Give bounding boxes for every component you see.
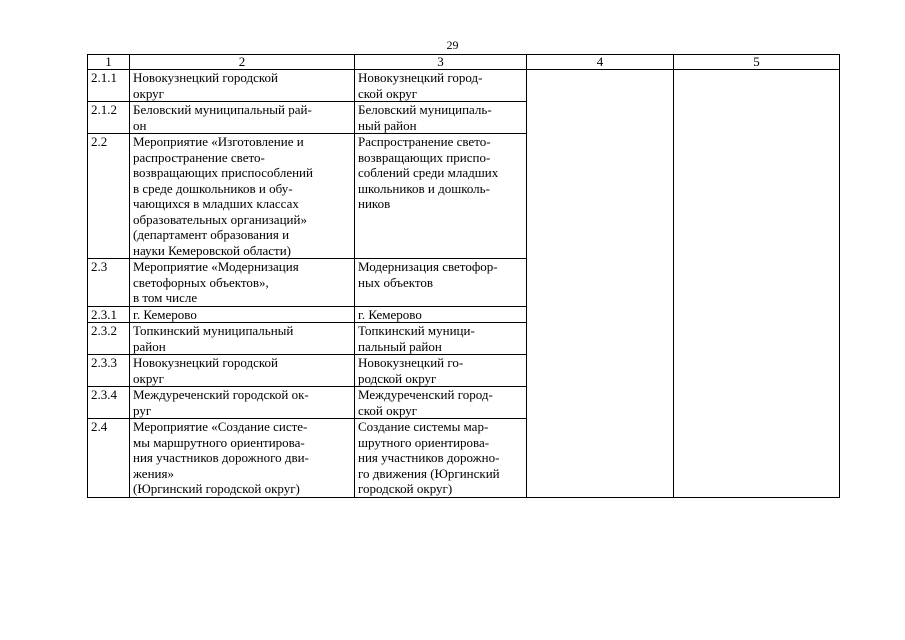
header-row: [88, 55, 840, 70]
row-number-cell: 2.4: [88, 419, 130, 498]
column-header-5: 5: [674, 55, 840, 70]
row-number-cell: 2.3.1: [88, 306, 130, 323]
description-cell: Новокузнецкий го- родской округ: [355, 355, 527, 387]
row-number-cell: 2.3: [88, 259, 130, 307]
name-cell: Мероприятие «Создание систе- мы маршрутного ориентирова- ния участников дорожного дви- жения» (Юргинский городской округ): [130, 419, 355, 498]
description-cell: Модернизация светофор- ных объектов: [355, 259, 527, 307]
row-number-cell: 2.1.2: [88, 102, 130, 134]
name-cell: Мероприятие «Изготовление и распространение свето- возвращающих приспособлений в среде дошкольников и обу- чающихся в младших классах образовательных организаций» (департамент образования и науки Кемеровской области): [130, 134, 355, 259]
name-cell: г. Кемерово: [130, 306, 355, 323]
row-number-cell: 2.1.1: [88, 70, 130, 102]
description-cell: Создание системы мар- шрутного ориентирова- ния участников дорожно- го движения (Юргинский городской округ): [355, 419, 527, 498]
table-row: [88, 70, 840, 102]
name-cell: Мероприятие «Модернизация светофорных объектов», в том числе: [130, 259, 355, 307]
description-cell: Беловский муниципаль- ный район: [355, 102, 527, 134]
row-number-cell: 2.3.4: [88, 387, 130, 419]
description-cell: г. Кемерово: [355, 306, 527, 323]
name-cell: Междуреченский городской ок- руг: [130, 387, 355, 419]
description-cell: Новокузнецкий город- ской округ: [355, 70, 527, 102]
name-cell: Новокузнецкий городской округ: [130, 355, 355, 387]
column-header-2: 2: [130, 55, 355, 70]
row-number-cell: 2.3.3: [88, 355, 130, 387]
description-cell: Распространение свето- возвращающих приспо- соблений среди младших школьников и дошколь- ников: [355, 134, 527, 259]
name-cell: Топкинский муниципальный район: [130, 323, 355, 355]
row-number-cell: 2.2: [88, 134, 130, 259]
measures-table: [87, 54, 840, 498]
row-number-cell: 2.3.2: [88, 323, 130, 355]
column-header-4: 4: [527, 55, 674, 70]
column-header-1: 1: [88, 55, 130, 70]
description-cell: Топкинский муници- пальный район: [355, 323, 527, 355]
name-cell: Беловский муниципальный рай- он: [130, 102, 355, 134]
column-5-cell: [674, 70, 840, 498]
column-header-3: 3: [355, 55, 527, 70]
column-4-cell: [527, 70, 674, 498]
description-cell: Междуреченский город- ской округ: [355, 387, 527, 419]
name-cell: Новокузнецкий городской округ: [130, 70, 355, 102]
page-number: 29: [446, 38, 459, 52]
